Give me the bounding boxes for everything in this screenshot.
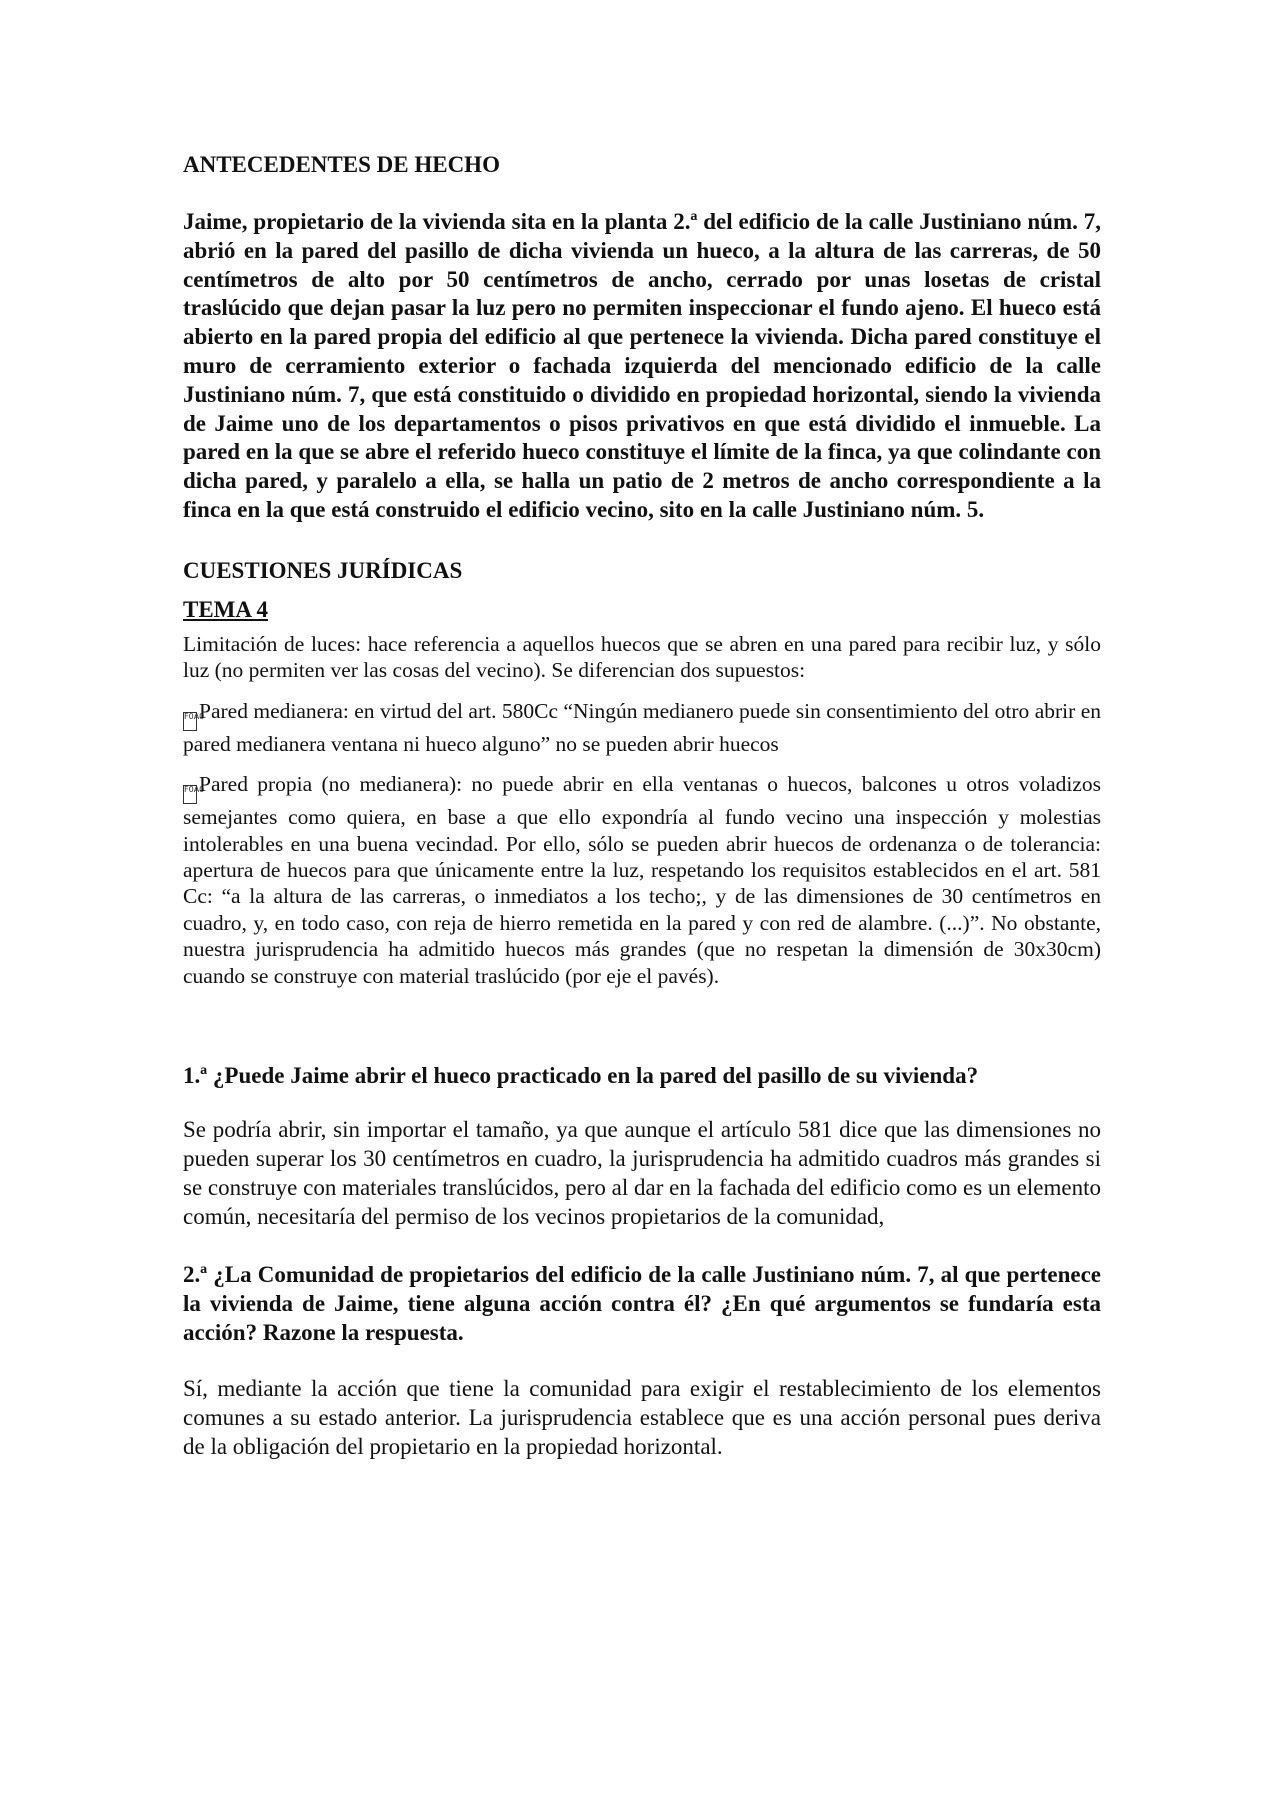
facts-paragraph: Jaime, propietario de la vivienda sita en la planta 2.ª del edificio de la calle Justiniano núm. 7, abrió en la pared del pasillo de dicha vivienda un hueco, a la altura de las carreras, de 50 centímetros de alto por 50 centímetros de ancho, cerrado por unas losetas de cristal traslúcido que dejan pasar la luz pero no permiten inspeccionar el fundo ajeno. El hueco está abierto en la pared propia del edificio al que pertenece la vivienda. Dicha pared constituye el muro de cerramiento exterior o fachada izquierda del mencionado edificio de la calle Justiniano núm. 7, que está constituido o dividido en propiedad horizontal, siendo la vivienda de Jaime uno de los departamentos o pisos privativos en que está dividido el inmueble. La pared en la que se abre el referido hueco constituye el límite de la finca, ya que colindante con dicha pared, y paralelo a ella, se halla un patio de 2 metros de ancho correspondiente a la finca en la que está construido el edificio vecino, sito en la calle Justiniano núm. 5. [183, 209, 1101, 522]
answer-1: Se podría abrir, sin importar el tamaño, ya que aunque el artículo 581 dice que las dimensiones no pueden superar los 30 centímetros en cuadro, la jurisprudencia ha admitido cuadros más grandes si se construye con materiales translúcidos, pero al dar en la fachada del edificio como es un elemento común, necesitaría del permiso de los vecinos propietarios de la comunidad, [183, 1117, 1101, 1230]
question-2: 2.ª ¿La Comunidad de propietarios del edificio de la calle Justiniano núm. 7, al que pertenece la vivienda de Jaime, tiene alguna acción contra él? ¿En qué argumentos se fundaría esta acción? Razone la respuesta. [183, 1262, 1101, 1346]
bullet-paragraph-propia [183, 771, 1101, 989]
document-page [183, 150, 1101, 1461]
question-1: 1.ª ¿Puede Jaime abrir el hueco practicado en la pared del pasillo de su vivienda? [183, 1063, 979, 1089]
missing-glyph-icon: F0A0 [183, 712, 197, 731]
bullet-text-propia: Pared propia (no medianera): no puede abrir en ella ventanas o huecos, balcones u otros voladizos semejantes como quiera, en base a que ello expondría al fundo vecino una inspección y molestias intolerables en una buena vecindad. Por ello, sólo se pueden abrir huecos de ordenanza o de tolerancia: apertura de huecos para que únicamente entre la luz, respetando los requisitos establecidos en el art. 581 Cc: “a la altura de las carreras, o inmediatos a los techo;, y de las dimensiones de 30 centímetros en cuadro, y, en todo caso, con reja de hierro remetida en la pared y con red de alambre. (...)”. No obstante, nuestra jurisprudencia ha admitido huecos más grandes (que no respetan la dimensión de 30x30cm) cuando se construye con material traslúcido (por eje el pavés). [183, 772, 1101, 988]
heading-cuestiones: CUESTIONES JURÍDICAS [183, 557, 463, 583]
intro-paragraph: Limitación de luces: hace referencia a aquellos huecos que se abren en una pared para recibir luz, y sólo luz (no permiten ver las cosas del vecino). Se diferencian dos supuestos: [183, 631, 1101, 683]
answer-2: Sí, mediante la acción que tiene la comunidad para exigir el restablecimiento de los elementos comunes a su estado anterior. La jurisprudencia establece que es una acción personal pues deriva de la obligación del propietario en la propiedad horizontal. [183, 1376, 1101, 1460]
bullet-text-medianera: Pared medianera: en virtud del art. 580Cc “Ningún medianero puede sin consentimiento del otro abrir en pared medianera ventana ni hueco alguno” no se pueden abrir huecos [183, 698, 1101, 756]
bullet-paragraph-medianera [183, 698, 1101, 757]
heading-tema: TEMA 4 [183, 596, 268, 622]
missing-glyph-icon: F0A0 [183, 785, 197, 804]
heading-antecedentes: ANTECEDENTES DE HECHO [183, 152, 500, 177]
